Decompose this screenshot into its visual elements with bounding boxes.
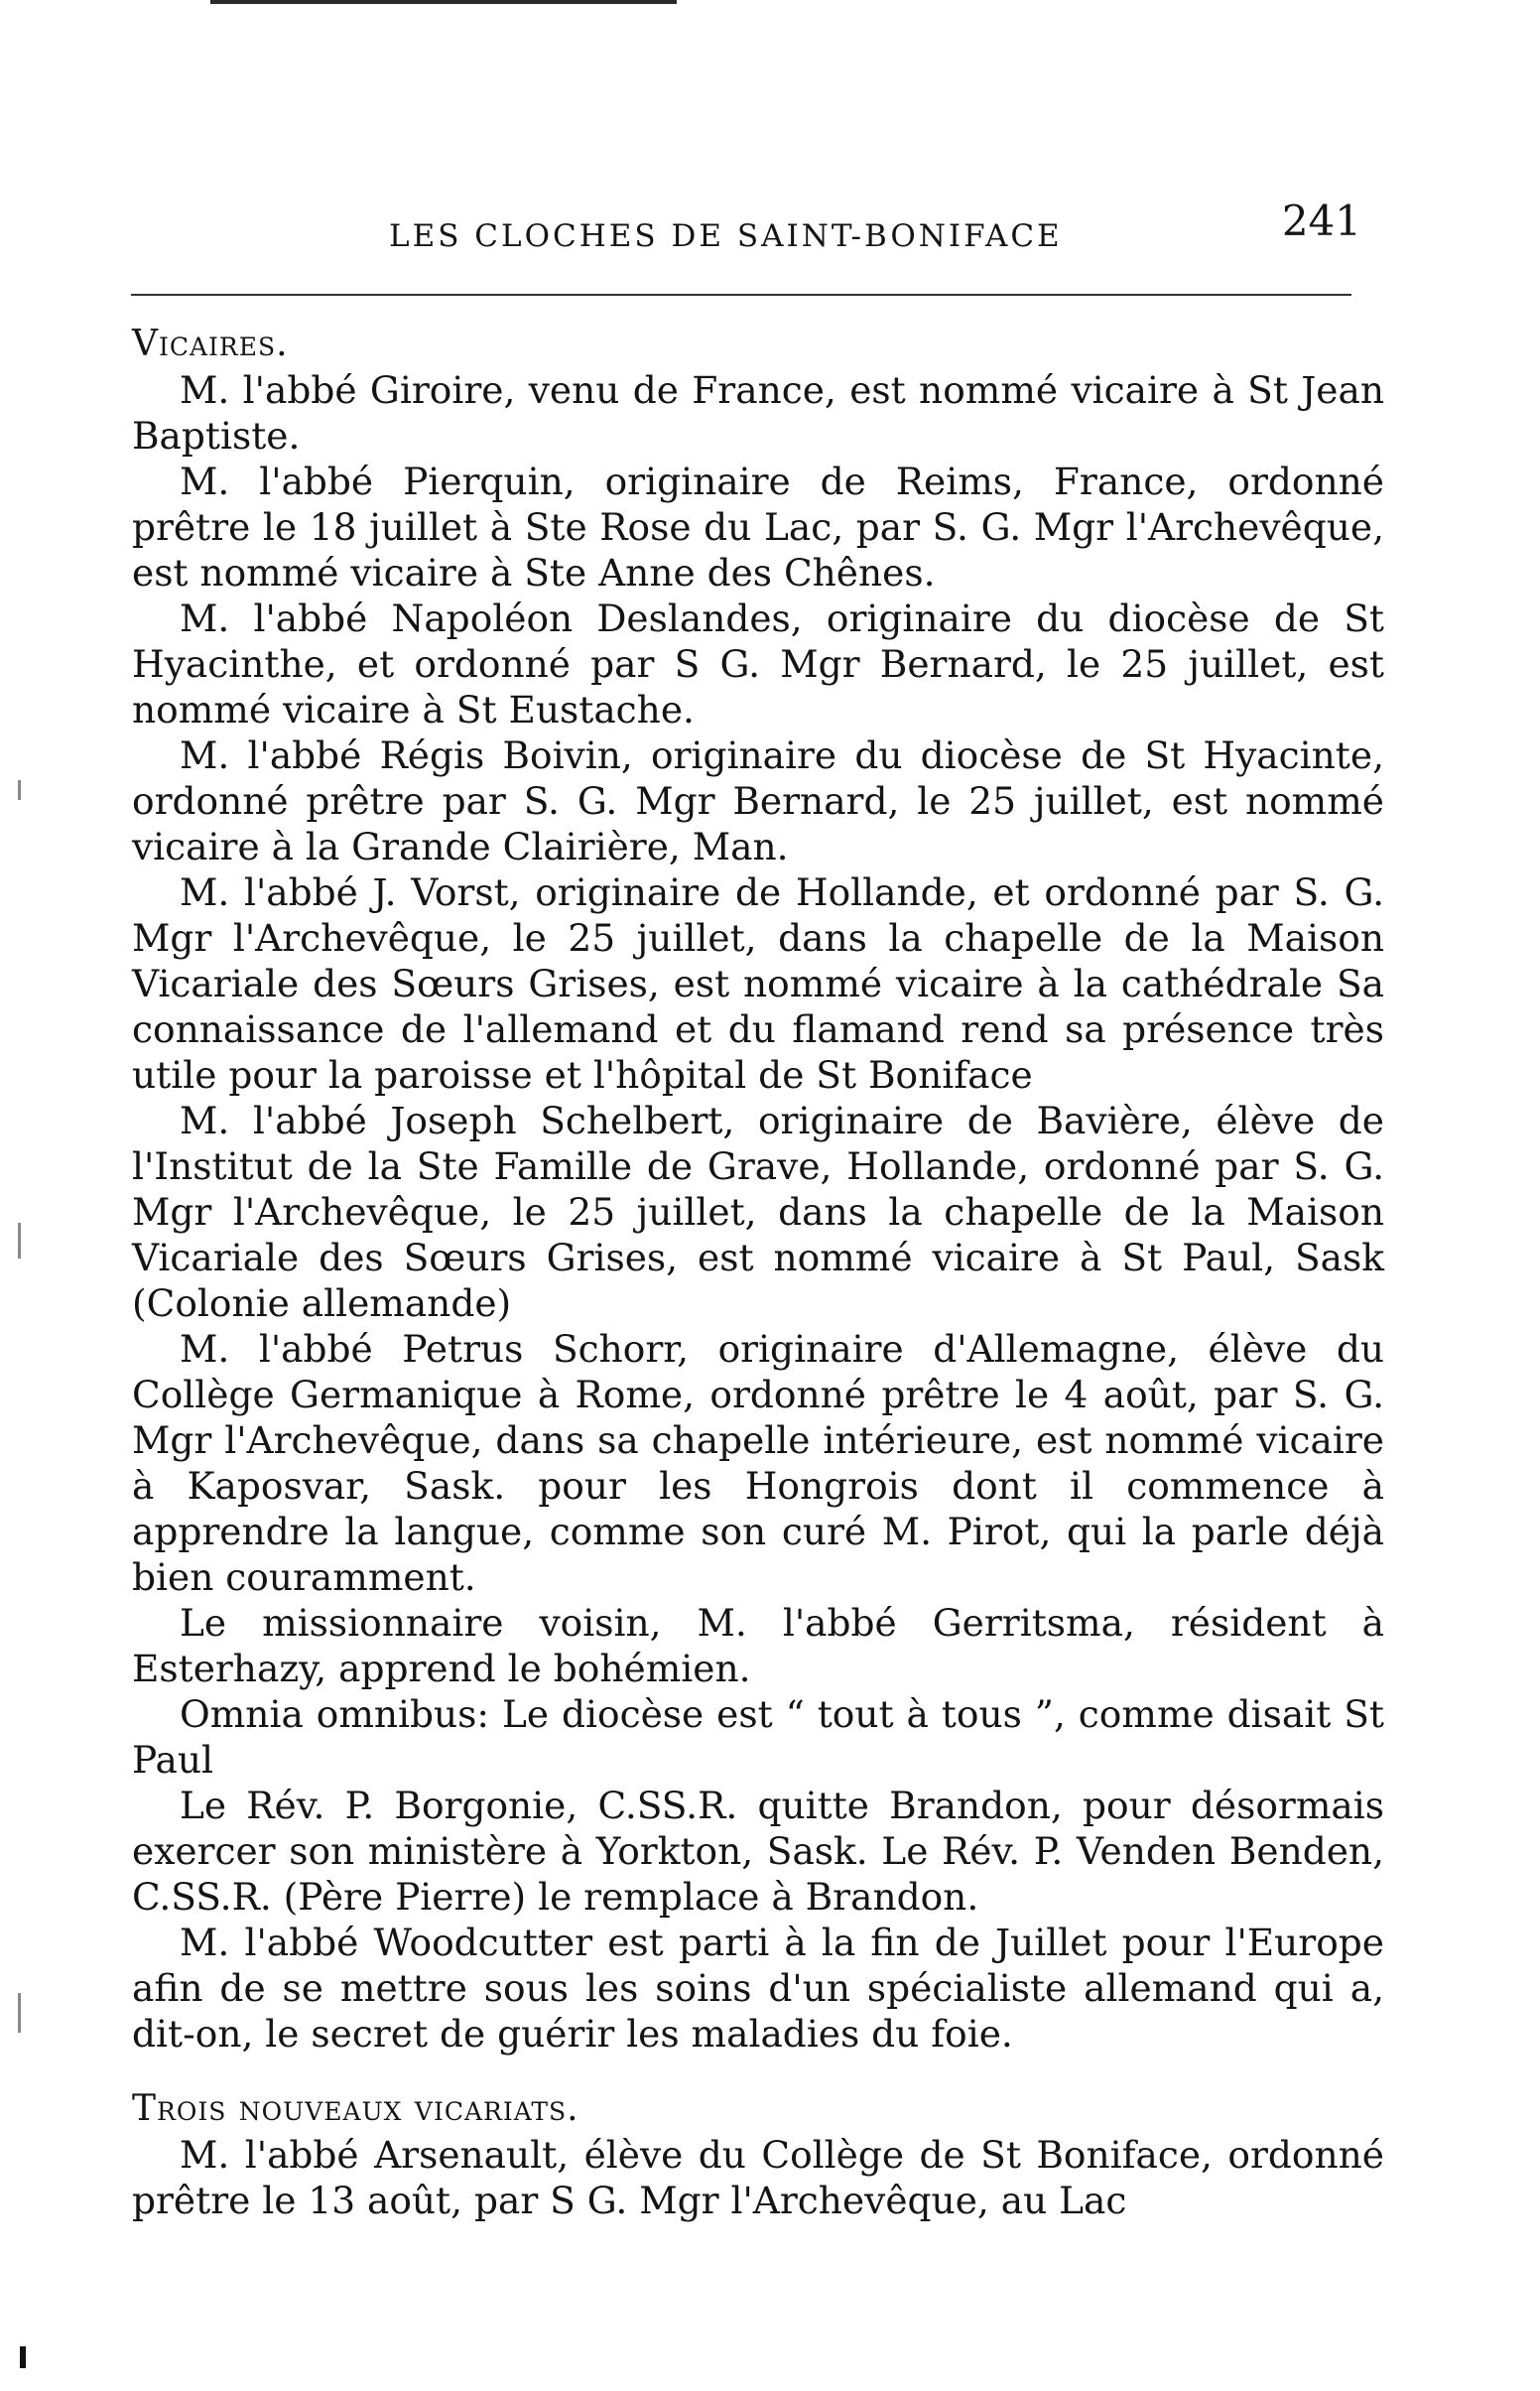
paragraph: M. l'abbé Napoléon Deslandes, originaire du diocèse de St Hyacinthe, et ordonné par S G. Mgr Bernard, le 25 juillet, est nommé vicaire à St Eustache.	[132, 597, 1384, 731]
paragraph: Le Rév. P. Borgonie, C.SS.R. quitte Brandon, pour désormais exercer son ministère à Yorkton, Sask. Le Rév. P. Venden Benden, C.SS.R. (Père Pierre) le remplace à Brandon.	[132, 1784, 1384, 1919]
page-number: 241	[1281, 197, 1361, 245]
running-title: LES CLOCHES DE SAINT-BONIFACE	[389, 218, 1063, 254]
page-body	[132, 322, 1384, 2223]
section-spacer	[132, 2057, 1384, 2086]
margin-speck	[18, 780, 21, 800]
paragraph: M. l'abbé Régis Boivin, originaire du diocèse de St Hyacinte, ordonné prêtre par S. G. Mgr Bernard, le 25 juillet, est nommé vicaire à la Grande Clairière, Man.	[132, 733, 1384, 868]
paragraph: M. l'abbé J. Vorst, originaire de Hollande, et ordonné par S. G. Mgr l'Archevêque, le 25 juillet, dans la chapelle de la Maison Vicariale des Sœurs Grises, est nommé vicaire à la cathédrale Sa connaissance de l'allemand et du flamand rend sa présence très utile pour la paroisse et l'hôpital de St Boniface	[132, 870, 1384, 1097]
paragraph: M. l'abbé Woodcutter est parti à la fin de Juillet pour l'Europe afin de se mettre sous les soins d'un spécialiste allemand qui a, dit-on, le secret de guérir les maladies du foie.	[132, 1921, 1384, 2056]
section-heading-trois-nouveaux-vicariats: Trois nouveaux vicariats.	[132, 2088, 579, 2129]
margin-speck	[18, 1993, 21, 2033]
paragraph: Le missionnaire voisin, M. l'abbé Gerritsma, résident à Esterhazy, apprend le bohémien.	[132, 1601, 1384, 1690]
top-edge-rule	[210, 0, 677, 4]
margin-speck	[18, 1223, 21, 1259]
header-rule	[131, 294, 1351, 296]
paragraph: M. l'abbé Joseph Schelbert, originaire de Bavière, élève de l'Institut de la Ste Famille de Grave, Hollande, ordonné par S. G. Mgr l'Archevêque, le 25 juillet, dans la chapelle de la Maison Vicariale des Sœurs Grises, est nommé vicaire à St Paul, Sask (Colonie allemande)	[132, 1099, 1384, 1325]
paragraph: M. l'abbé Pierquin, originaire de Reims, France, ordonné prêtre le 18 juillet à Ste Rose du Lac, par S. G. Mgr l'Archevêque, est nommé vicaire à Ste Anne des Chênes.	[132, 460, 1384, 595]
paragraph: M. l'abbé Petrus Schorr, originaire d'Allemagne, élève du Collège Germanique à Rome, ordonné prêtre le 4 août, par S. G. Mgr l'Archevêque, dans sa chapelle intérieure, est nommé vicaire à Kaposvar, Sask. pour les Hongrois dont il commence à apprendre la langue, comme son curé M. Pirot, qui la parle déjà bien couramment.	[132, 1327, 1384, 1599]
paragraph: Omnia omnibus: Le diocèse est “ tout à tous ”, comme disait St Paul	[132, 1692, 1384, 1782]
section-heading-vicaires: Vicaires.	[132, 324, 289, 364]
corner-mark	[20, 2346, 26, 2368]
paragraph: M. l'abbé Giroire, venu de France, est nommé vicaire à St Jean Baptiste.	[132, 368, 1384, 458]
running-head	[129, 197, 1379, 266]
paragraph: M. l'abbé Arsenault, élève du Collège de St Boniface, ordonné prêtre le 13 août, par S G. Mgr l'Archevêque, au Lac	[132, 2133, 1384, 2222]
